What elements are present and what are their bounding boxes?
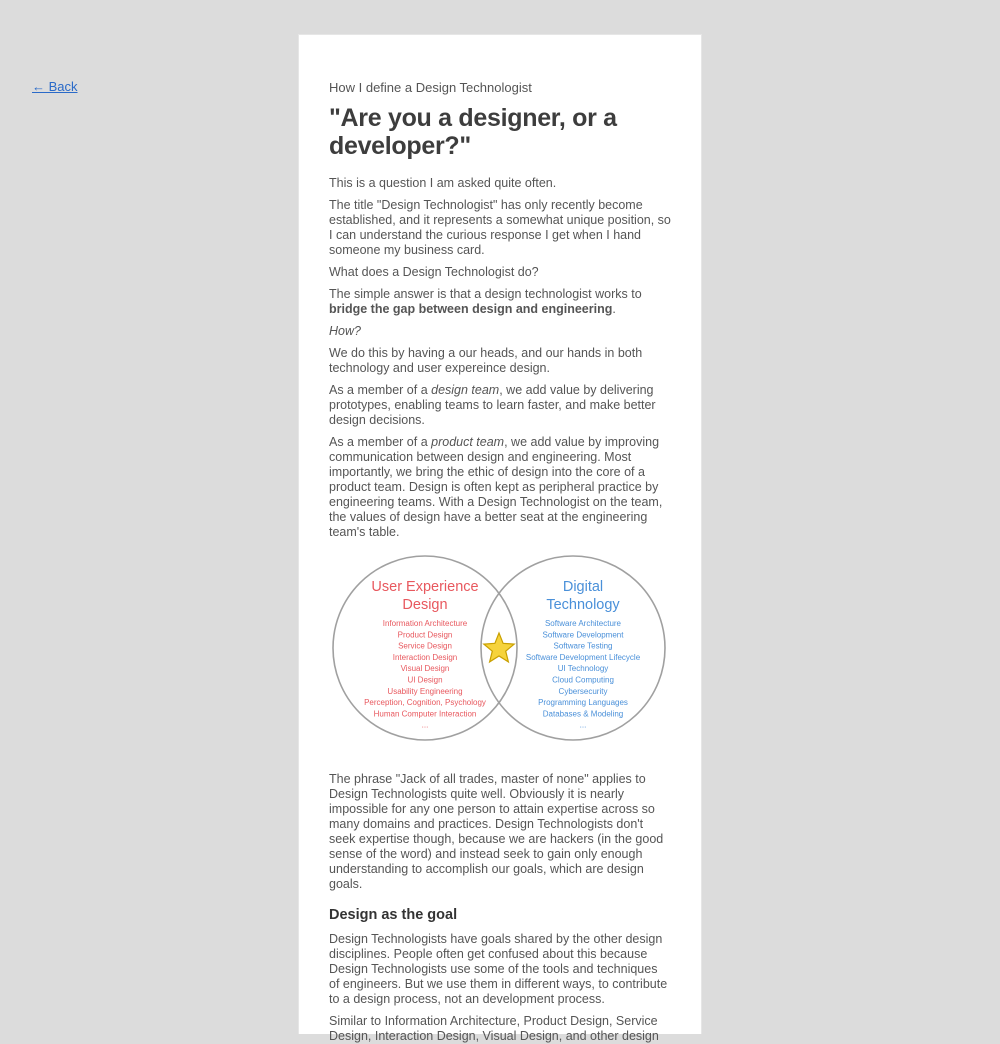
venn-diagram: [329, 554, 673, 750]
venn-right-item: Cybersecurity: [558, 686, 608, 696]
venn-right-item: UI Technology: [557, 664, 609, 674]
venn-right-item: ...: [579, 720, 587, 730]
venn-left-item: ...: [421, 720, 429, 730]
venn-left-title: User Experience: [371, 579, 479, 595]
venn-right-title: Digital: [562, 579, 604, 595]
italic-text: product team: [431, 435, 505, 449]
venn-right-item: Software Architecture: [544, 619, 622, 628]
star-icon: [484, 633, 514, 662]
paragraph: The phrase "Jack of all trades, master of none" applies to Design Technologists quite well. Obviously it is nearly impossible for any one person to attain expertise across so many domains and practices. Design Technologists don't seek expertise though, because we are hackers (in the good sense of the word) and instead seek to gain only enough understanding to accomplish our goals, which are design goals.: [329, 772, 664, 891]
venn-left-title: Design: [402, 597, 448, 613]
text: , we add value by delivering prototypes, enabling teams to learn faster, and make better design decisions.: [329, 383, 656, 427]
venn-left-item: Product Design: [397, 630, 453, 640]
back-link[interactable]: ← Back: [32, 79, 78, 94]
venn-left-item: Perception, Cognition, Psychology: [364, 698, 486, 708]
paragraph: This is a question I am asked quite often.: [329, 176, 557, 190]
paragraph: The title "Design Technologist" has only recently become established, and it represents a somewhat unique position, so I can understand the curious response I get when I hand someone my business card.: [329, 198, 671, 257]
venn-left-item: UI Design: [407, 675, 443, 685]
article-title: "Are you a designer, or a developer?": [329, 104, 617, 160]
paragraph: [329, 383, 671, 428]
text: As a member of a: [329, 435, 432, 449]
venn-left-item: Human Computer Interaction: [373, 709, 477, 719]
venn-right-item: Software Testing: [553, 641, 613, 651]
article-eyebrow: How I define a Design Technologist: [329, 80, 532, 95]
paragraph: [329, 324, 671, 339]
paragraph: What does a Design Technologist do?: [329, 265, 539, 279]
venn-right-item: Software Development Lifecycle: [525, 652, 641, 662]
venn-left-item: Visual Design: [400, 664, 450, 674]
paragraph: Similar to Information Architecture, Product Design, Service Design, Interaction Design, Visual Design, and other design: [329, 1014, 659, 1043]
venn-left-group: [364, 579, 486, 730]
article: [298, 34, 702, 1043]
paragraph: [329, 435, 671, 540]
venn-right-item: Programming Languages: [538, 698, 628, 708]
venn-left-item: Service Design: [398, 641, 452, 651]
venn-left-item: Information Architecture: [382, 619, 468, 628]
italic-text: design team: [431, 383, 500, 397]
venn-right-item: Cloud Computing: [552, 675, 614, 685]
venn-right-title: Technology: [546, 597, 620, 613]
section-heading: Design as the goal: [329, 907, 458, 923]
italic-text: How?: [329, 324, 361, 338]
paragraph: We do this by having a our heads, and our hands in both technology and user expereince design.: [329, 346, 643, 375]
text: As a member of a: [329, 383, 432, 397]
text: , we add value by improving communication between design and engineering. Most importantly, we bring the ethic of design into the core of a product team. Design is often kept as peripheral practice by engineering teams. With a Design Technologist on the team, the values of design have a better seat at the engineering team's table.: [329, 435, 663, 539]
venn-right-group: [526, 579, 641, 730]
bold-text: bridge the gap between design and engineering: [329, 302, 613, 316]
venn-left-item: Usability Engineering: [387, 686, 463, 696]
text: The simple answer is that a design technologist works to: [329, 287, 642, 301]
venn-right-item: Databases & Modeling: [542, 709, 624, 719]
paragraph: [329, 287, 671, 317]
text: .: [612, 302, 616, 316]
paragraph: Design Technologists have goals shared by the other design disciplines. People often get confused about this because Design Technologists use some of the tools and techniques of engineers. But we use them in different ways, to contribute to a design process, not an development process.: [329, 932, 668, 1006]
venn-left-item: Interaction Design: [392, 652, 458, 662]
venn-right-item: Software Development: [542, 630, 624, 640]
